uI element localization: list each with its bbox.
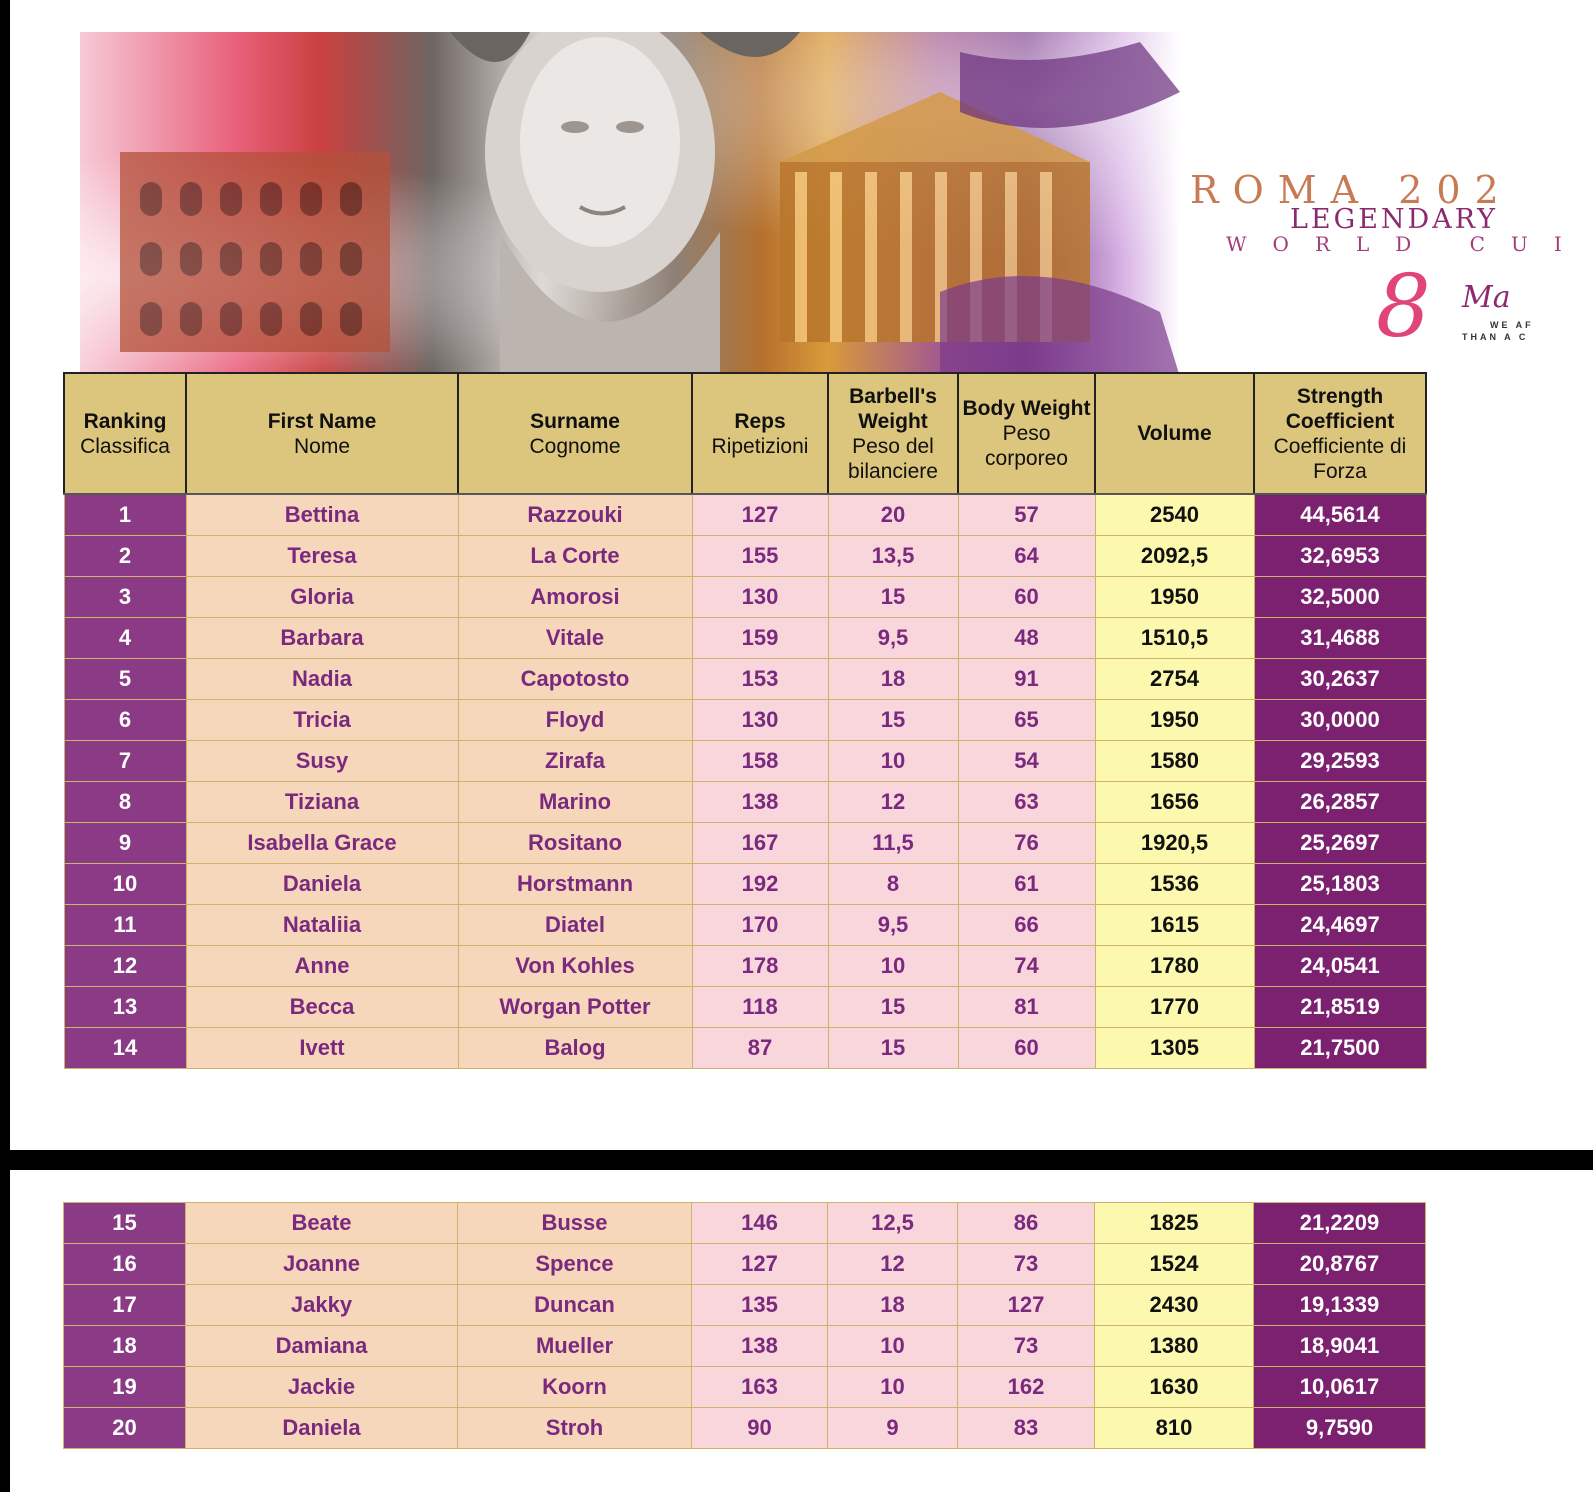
strength-coefficient-cell: 30,2637 (1254, 658, 1426, 699)
volume-cell: 2430 (1095, 1285, 1254, 1326)
barbell-weight-cell: 8 (828, 863, 958, 904)
table-row (64, 1027, 1426, 1068)
body-weight-cell: 127 (958, 1285, 1095, 1326)
reps-cell: 87 (692, 1027, 828, 1068)
barbell-weight-cell: 10 (828, 740, 958, 781)
barbell-weight-cell: 10 (828, 1326, 958, 1367)
strength-coefficient-cell: 21,2209 (1254, 1203, 1426, 1244)
body-weight-cell: 57 (958, 494, 1095, 535)
strength-coefficient-cell: 24,0541 (1254, 945, 1426, 986)
table-row (64, 617, 1426, 658)
body-weight-cell: 73 (958, 1244, 1095, 1285)
volume-cell: 1380 (1095, 1326, 1254, 1367)
rank-cell: 8 (64, 781, 186, 822)
table-row (64, 699, 1426, 740)
strength-coefficient-cell: 20,8767 (1254, 1244, 1426, 1285)
reps-cell: 178 (692, 945, 828, 986)
header-first-name: First Name Nome (186, 373, 458, 494)
header-surname: Surname Cognome (458, 373, 692, 494)
rank-cell: 18 (64, 1326, 186, 1367)
reps-cell: 163 (692, 1367, 828, 1408)
surname-cell: Floyd (458, 699, 692, 740)
barbell-weight-cell: 12 (828, 781, 958, 822)
reps-cell: 153 (692, 658, 828, 699)
volume-cell: 1825 (1095, 1203, 1254, 1244)
first-name-cell: Anne (186, 945, 458, 986)
barbell-weight-cell: 15 (828, 986, 958, 1027)
strength-coefficient-cell: 18,9041 (1254, 1326, 1426, 1367)
banner-image (80, 32, 1180, 377)
strength-coefficient-cell: 32,5000 (1254, 576, 1426, 617)
volume-cell: 2754 (1095, 658, 1254, 699)
first-name-cell: Becca (186, 986, 458, 1027)
barbell-weight-cell: 15 (828, 576, 958, 617)
barbell-weight-cell: 15 (828, 699, 958, 740)
first-name-cell: Nataliia (186, 904, 458, 945)
table-row (64, 1203, 1426, 1244)
rank-cell: 12 (64, 945, 186, 986)
rank-cell: 7 (64, 740, 186, 781)
table-row (64, 1408, 1426, 1449)
body-weight-cell: 83 (958, 1408, 1095, 1449)
logo-world-text: WORLD CUI (1226, 232, 1588, 256)
rank-cell: 19 (64, 1367, 186, 1408)
surname-cell: Mueller (458, 1326, 692, 1367)
table-row (64, 1244, 1426, 1285)
surname-cell: Stroh (458, 1408, 692, 1449)
event-logo (1190, 168, 1588, 358)
first-name-cell: Ivett (186, 1027, 458, 1068)
table-row (64, 535, 1426, 576)
surname-cell: Marino (458, 781, 692, 822)
strength-coefficient-cell: 25,1803 (1254, 863, 1426, 904)
body-weight-cell: 81 (958, 986, 1095, 1027)
logo-roma-text: ROMA 202 (1190, 168, 1513, 212)
table-row (64, 494, 1426, 535)
first-name-cell: Daniela (186, 863, 458, 904)
body-weight-cell: 63 (958, 781, 1095, 822)
reps-cell: 155 (692, 535, 828, 576)
reps-cell: 158 (692, 740, 828, 781)
barbell-weight-cell: 12 (828, 1244, 958, 1285)
barbell-weight-cell: 9,5 (828, 617, 958, 658)
first-name-cell: Tiziana (186, 781, 458, 822)
barbell-weight-cell: 18 (828, 1285, 958, 1326)
table-row (64, 1367, 1426, 1408)
body-weight-cell: 73 (958, 1326, 1095, 1367)
surname-cell: Koorn (458, 1367, 692, 1408)
body-weight-cell: 76 (958, 822, 1095, 863)
surname-cell: Spence (458, 1244, 692, 1285)
body-weight-cell: 54 (958, 740, 1095, 781)
barbell-weight-cell: 9 (828, 1408, 958, 1449)
surname-cell: Amorosi (458, 576, 692, 617)
first-name-cell: Gloria (186, 576, 458, 617)
ranking-table-continued (63, 1202, 1426, 1449)
body-weight-cell: 60 (958, 576, 1095, 617)
logo-tagline-1: WE AF (1490, 320, 1534, 330)
rank-cell: 16 (64, 1244, 186, 1285)
ranking-table (63, 372, 1427, 1069)
rank-cell: 13 (64, 986, 186, 1027)
strength-coefficient-cell: 10,0617 (1254, 1367, 1426, 1408)
rank-cell: 20 (64, 1408, 186, 1449)
volume-cell: 2540 (1095, 494, 1254, 535)
volume-cell: 1510,5 (1095, 617, 1254, 658)
table-row (64, 1326, 1426, 1367)
strength-coefficient-cell: 9,7590 (1254, 1408, 1426, 1449)
table-row (64, 576, 1426, 617)
volume-cell: 1780 (1095, 945, 1254, 986)
table-row (64, 945, 1426, 986)
volume-cell: 2092,5 (1095, 535, 1254, 576)
surname-cell: Diatel (458, 904, 692, 945)
barbell-weight-cell: 11,5 (828, 822, 958, 863)
header-barbell-weight: Barbell's Weight Peso del bilanciere (828, 373, 958, 494)
rank-cell: 10 (64, 863, 186, 904)
strength-coefficient-cell: 21,7500 (1254, 1027, 1426, 1068)
reps-cell: 90 (692, 1408, 828, 1449)
reps-cell: 192 (692, 863, 828, 904)
volume-cell: 1630 (1095, 1367, 1254, 1408)
results-page-bottom (10, 1170, 1593, 1492)
surname-cell: Razzouki (458, 494, 692, 535)
table-header-row (64, 373, 1426, 494)
volume-cell: 1536 (1095, 863, 1254, 904)
barbell-weight-cell: 9,5 (828, 904, 958, 945)
table-row (64, 822, 1426, 863)
barbell-weight-cell: 20 (828, 494, 958, 535)
volume-cell: 1920,5 (1095, 822, 1254, 863)
surname-cell: Vitale (458, 617, 692, 658)
header-reps: Reps Ripetizioni (692, 373, 828, 494)
header-volume: Volume (1095, 373, 1254, 494)
body-weight-cell: 86 (958, 1203, 1095, 1244)
table-row (64, 740, 1426, 781)
volume-cell: 1615 (1095, 904, 1254, 945)
surname-cell: Busse (458, 1203, 692, 1244)
first-name-cell: Isabella Grace (186, 822, 458, 863)
strength-coefficient-cell: 29,2593 (1254, 740, 1426, 781)
strength-coefficient-cell: 44,5614 (1254, 494, 1426, 535)
body-weight-cell: 61 (958, 863, 1095, 904)
reps-cell: 159 (692, 617, 828, 658)
strength-coefficient-cell: 26,2857 (1254, 781, 1426, 822)
first-name-cell: Susy (186, 740, 458, 781)
table-row (64, 1285, 1426, 1326)
first-name-cell: Bettina (186, 494, 458, 535)
table-row (64, 781, 1426, 822)
reps-cell: 138 (692, 781, 828, 822)
strength-coefficient-cell: 24,4697 (1254, 904, 1426, 945)
table-row (64, 986, 1426, 1027)
volume-cell: 1770 (1095, 986, 1254, 1027)
table-row (64, 863, 1426, 904)
barbell-weight-cell: 10 (828, 945, 958, 986)
surname-cell: Worgan Potter (458, 986, 692, 1027)
logo-eight-text: 8 (1376, 257, 1431, 357)
volume-cell: 1524 (1095, 1244, 1254, 1285)
results-page-top (10, 0, 1593, 1150)
strength-coefficient-cell: 21,8519 (1254, 986, 1426, 1027)
volume-cell: 1950 (1095, 576, 1254, 617)
body-weight-cell: 60 (958, 1027, 1095, 1068)
reps-cell: 127 (692, 494, 828, 535)
body-weight-cell: 65 (958, 699, 1095, 740)
surname-cell: Balog (458, 1027, 692, 1068)
volume-cell: 1950 (1095, 699, 1254, 740)
rank-cell: 11 (64, 904, 186, 945)
strength-coefficient-cell: 25,2697 (1254, 822, 1426, 863)
reps-cell: 135 (692, 1285, 828, 1326)
reps-cell: 138 (692, 1326, 828, 1367)
surname-cell: Zirafa (458, 740, 692, 781)
logo-ma-text: Ma (1462, 280, 1511, 315)
header-ranking: Ranking Classifica (64, 373, 186, 494)
strength-coefficient-cell: 19,1339 (1254, 1285, 1426, 1326)
volume-cell: 1305 (1095, 1027, 1254, 1068)
rank-cell: 1 (64, 494, 186, 535)
reps-cell: 127 (692, 1244, 828, 1285)
first-name-cell: Jakky (186, 1285, 458, 1326)
reps-cell: 130 (692, 576, 828, 617)
first-name-cell: Daniela (186, 1408, 458, 1449)
rank-cell: 14 (64, 1027, 186, 1068)
body-weight-cell: 91 (958, 658, 1095, 699)
reps-cell: 146 (692, 1203, 828, 1244)
barbell-weight-cell: 15 (828, 1027, 958, 1068)
strength-coefficient-cell: 32,6953 (1254, 535, 1426, 576)
barbell-weight-cell: 12,5 (828, 1203, 958, 1244)
body-weight-cell: 48 (958, 617, 1095, 658)
first-name-cell: Tricia (186, 699, 458, 740)
body-weight-cell: 64 (958, 535, 1095, 576)
reps-cell: 170 (692, 904, 828, 945)
surname-cell: Von Kohles (458, 945, 692, 986)
body-weight-cell: 162 (958, 1367, 1095, 1408)
first-name-cell: Jackie (186, 1367, 458, 1408)
first-name-cell: Teresa (186, 535, 458, 576)
first-name-cell: Damiana (186, 1326, 458, 1367)
first-name-cell: Joanne (186, 1244, 458, 1285)
header-strength-coefficient: Strength Coefficient Coefficiente di Forza (1254, 373, 1426, 494)
header-body-weight: Body Weight Peso corporeo (958, 373, 1095, 494)
strength-coefficient-cell: 30,0000 (1254, 699, 1426, 740)
table-row (64, 904, 1426, 945)
surname-cell: Rositano (458, 822, 692, 863)
body-weight-cell: 74 (958, 945, 1095, 986)
strength-coefficient-cell: 31,4688 (1254, 617, 1426, 658)
rank-cell: 4 (64, 617, 186, 658)
table-row (64, 658, 1426, 699)
rank-cell: 15 (64, 1203, 186, 1244)
volume-cell: 810 (1095, 1408, 1254, 1449)
first-name-cell: Nadia (186, 658, 458, 699)
rank-cell: 6 (64, 699, 186, 740)
rank-cell: 3 (64, 576, 186, 617)
logo-legendary-text: LEGENDARY (1290, 204, 1499, 235)
reps-cell: 118 (692, 986, 828, 1027)
barbell-weight-cell: 10 (828, 1367, 958, 1408)
rank-cell: 9 (64, 822, 186, 863)
volume-cell: 1656 (1095, 781, 1254, 822)
barbell-weight-cell: 18 (828, 658, 958, 699)
surname-cell: Capotosto (458, 658, 692, 699)
reps-cell: 130 (692, 699, 828, 740)
first-name-cell: Barbara (186, 617, 458, 658)
surname-cell: Horstmann (458, 863, 692, 904)
surname-cell: Duncan (458, 1285, 692, 1326)
reps-cell: 167 (692, 822, 828, 863)
rank-cell: 5 (64, 658, 186, 699)
surname-cell: La Corte (458, 535, 692, 576)
first-name-cell: Beate (186, 1203, 458, 1244)
volume-cell: 1580 (1095, 740, 1254, 781)
body-weight-cell: 66 (958, 904, 1095, 945)
rank-cell: 2 (64, 535, 186, 576)
barbell-weight-cell: 13,5 (828, 535, 958, 576)
rank-cell: 17 (64, 1285, 186, 1326)
logo-tagline-2: THAN A C (1462, 332, 1529, 342)
